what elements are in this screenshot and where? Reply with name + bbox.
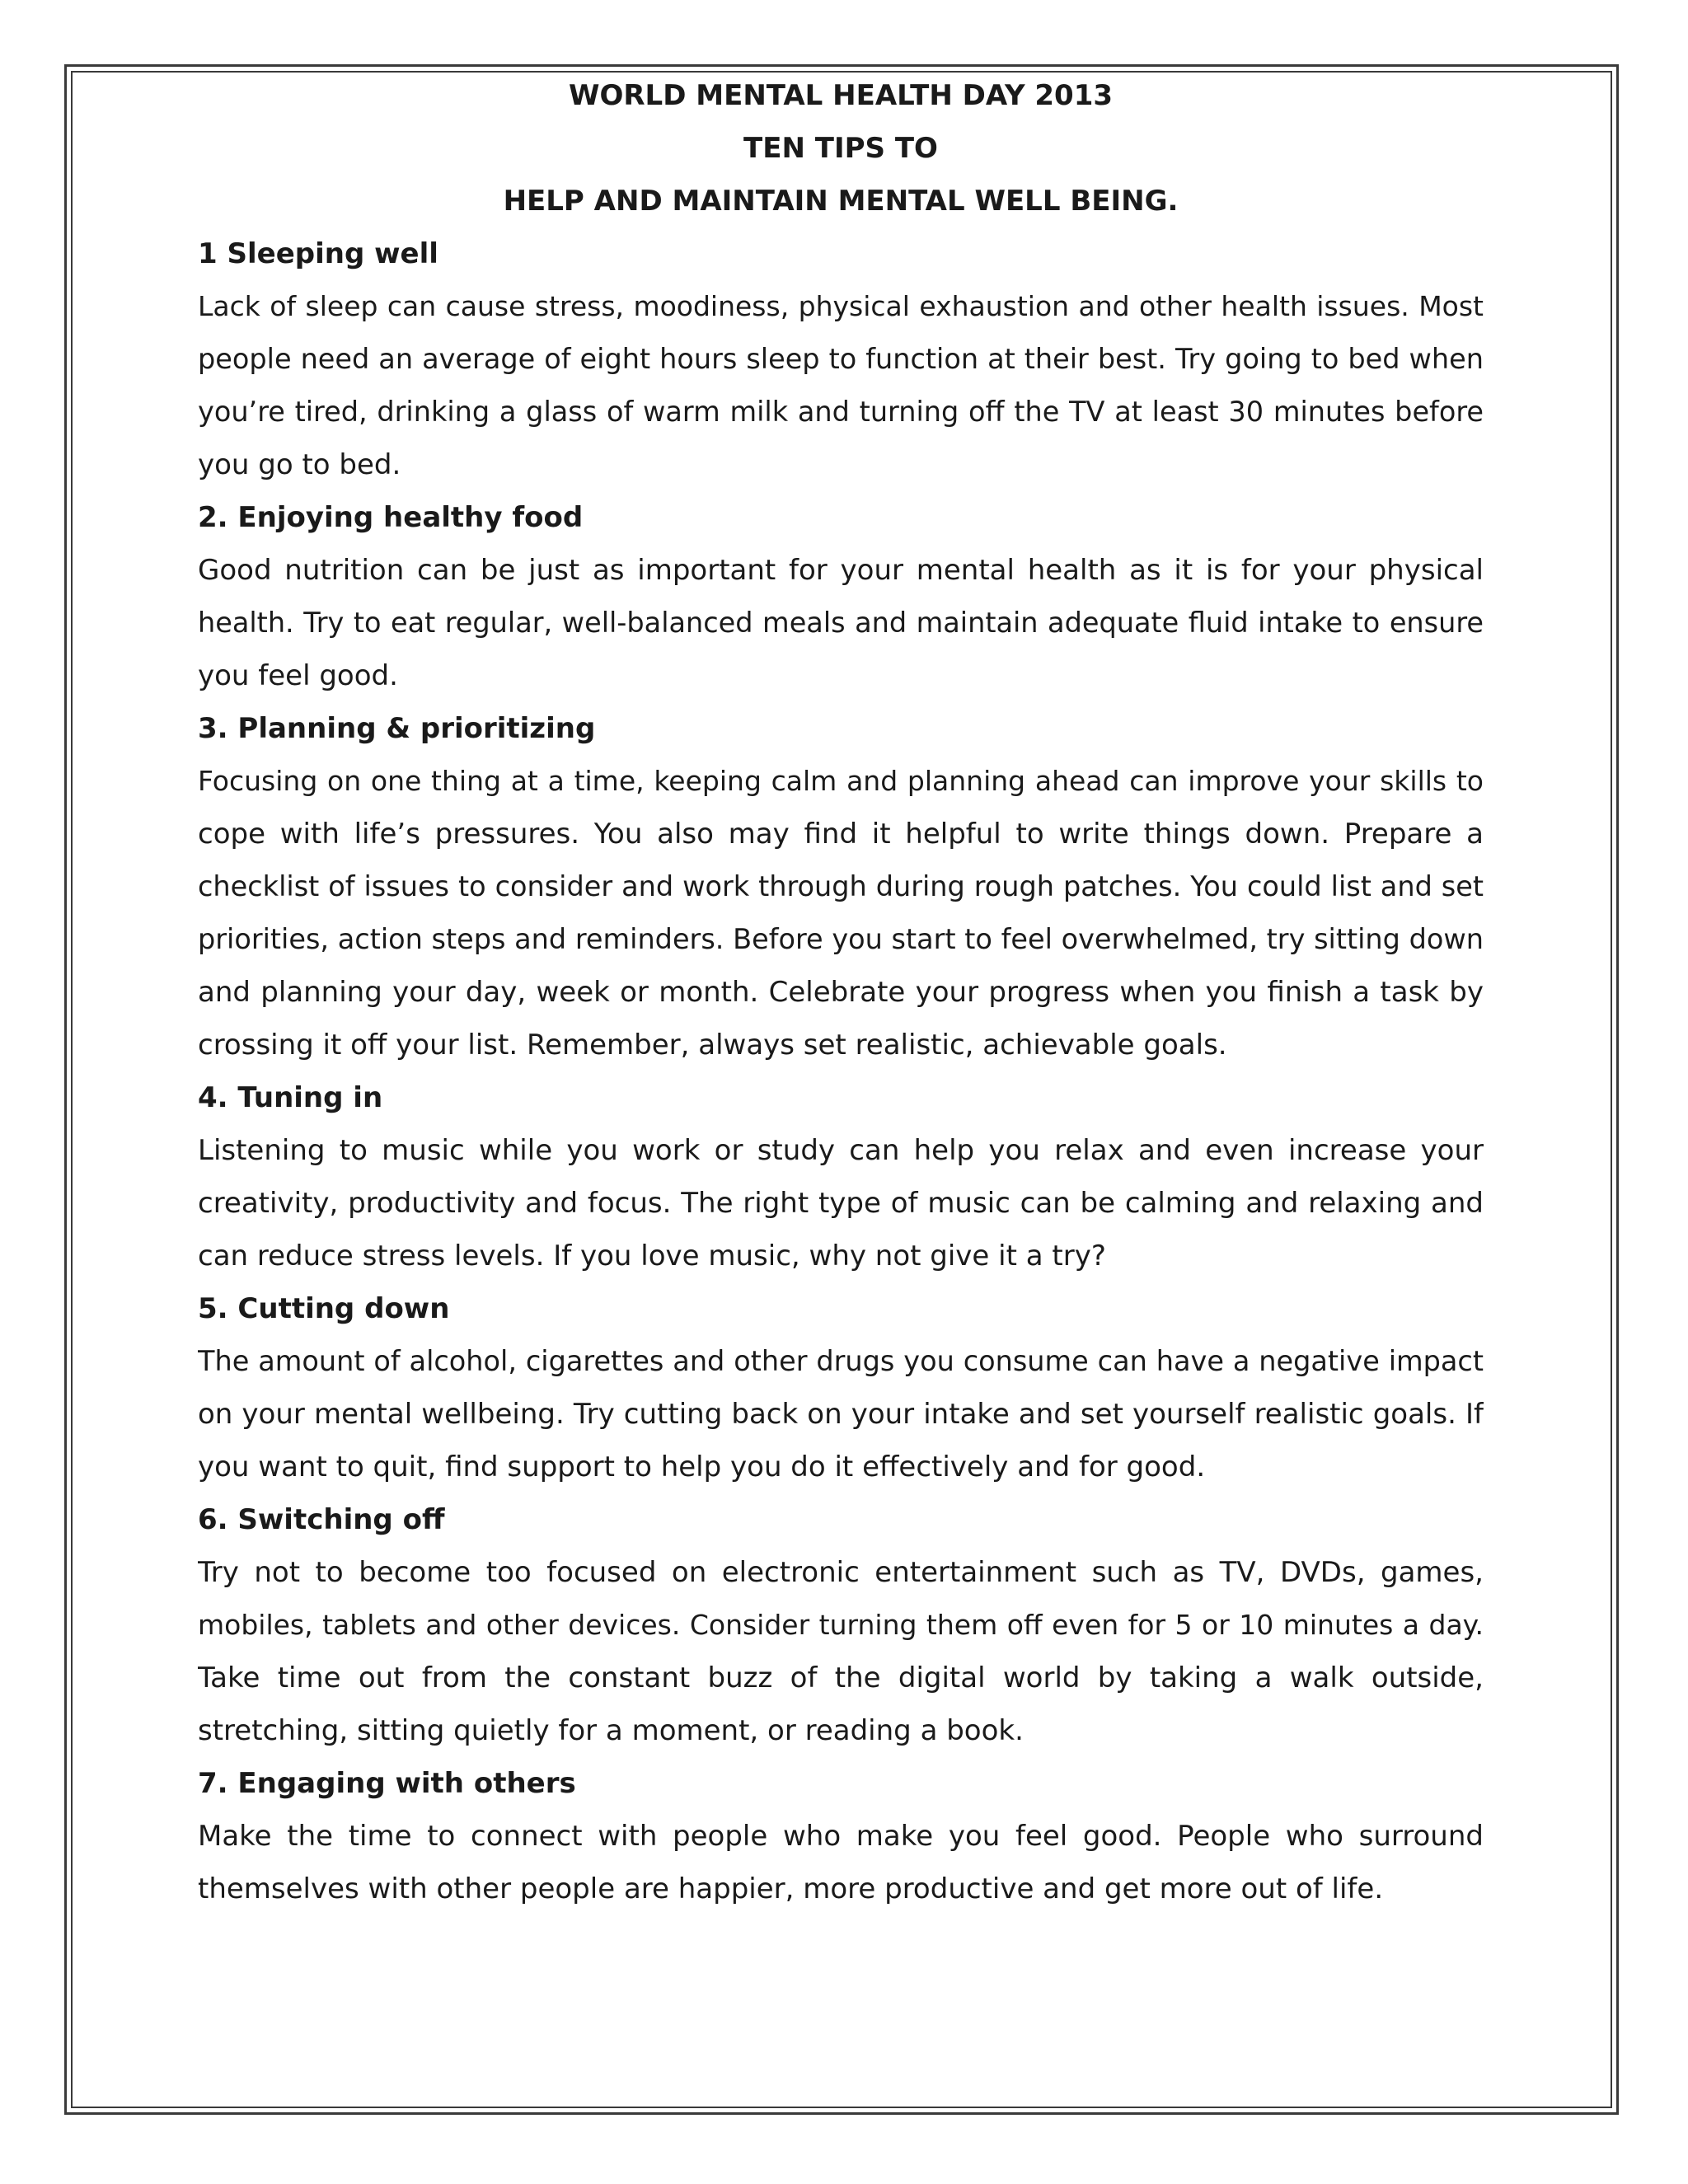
- section-heading: 2. Enjoying healthy food: [198, 501, 584, 534]
- tip-section-tuning: [198, 1071, 1484, 1282]
- body-line: priorities, action steps and reminders. Before you start to feel overwhelmed, try sitting down: [198, 923, 1484, 955]
- section-heading: 5. Cutting down: [198, 1292, 450, 1325]
- section-heading: 1 Sleeping well: [198, 237, 438, 270]
- section-body: [198, 544, 1484, 702]
- body-line: health. Try to eat regular, well-balanced meals and maintain adequate fluid intake to ensure: [198, 607, 1484, 639]
- body-line: Try not to become too focused on electronic entertainment such as TV, DVDs, games,: [198, 1556, 1484, 1589]
- body-line: Lack of sleep can cause stress, moodiness, physical exhaustion and other health issues. Most: [198, 290, 1484, 322]
- section-body: [198, 1335, 1484, 1493]
- tip-section-cutting: [198, 1282, 1484, 1493]
- document-subtitle: TEN TIPS TO: [743, 132, 938, 165]
- section-body: [198, 1810, 1484, 1915]
- body-line: creativity, productivity and focus. The right type of music can be calming and relaxing and: [198, 1187, 1484, 1220]
- document-subtitle-2: HELP AND MAINTAIN MENTAL WELL BEING.: [503, 185, 1179, 218]
- body-line: Listening to music while you work or study can help you relax and even increase your: [198, 1134, 1484, 1167]
- body-line: cope with life’s pressures. You also may find it helpful to write things down. Prepare a: [198, 818, 1484, 851]
- body-line: you go to bed.: [198, 448, 401, 481]
- body-line: Take time out from the constant buzz of the digital world by taking a walk outside,: [198, 1661, 1484, 1694]
- body-line: people need an average of eight hours sleep to function at their best. Try going to bed when: [198, 343, 1484, 375]
- body-line: Make the time to connect with people who make you feel good. People who surround: [198, 1820, 1484, 1853]
- body-line: you want to quit, find support to help you do it effectively and for good.: [198, 1451, 1206, 1483]
- tip-section-food: [198, 491, 1484, 702]
- section-body: [198, 1124, 1484, 1282]
- section-body: [198, 755, 1484, 1071]
- body-line: mobiles, tablets and other devices. Consider turning them off even for 5 or 10 minutes a day.: [198, 1609, 1484, 1641]
- body-line: you feel good.: [198, 659, 398, 692]
- document-title: WORLD MENTAL HEALTH DAY 2013: [568, 79, 1114, 112]
- tip-section-engaging: [198, 1757, 1484, 1915]
- tip-section-planning: [198, 702, 1484, 1071]
- section-heading: 3. Planning & prioritizing: [198, 712, 596, 745]
- section-heading: 4. Tuning in: [198, 1081, 383, 1114]
- section-heading: 7. Engaging with others: [198, 1767, 576, 1800]
- body-line: Focusing on one thing at a time, keeping calm and planning ahead can improve your skills to: [198, 765, 1484, 797]
- body-line: The amount of alcohol, cigarettes and other drugs you consume can have a negative impact: [198, 1345, 1484, 1377]
- body-line: Good nutrition can be just as important for your mental health as it is for your physical: [198, 554, 1484, 587]
- section-heading: 6. Switching off: [198, 1503, 445, 1536]
- body-line: themselves with other people are happier, more productive and get more out of life.: [198, 1872, 1384, 1905]
- section-body: [198, 280, 1484, 491]
- section-body: [198, 1546, 1484, 1757]
- body-line: on your mental wellbeing. Try cutting back on your intake and set yourself realistic goals. If: [198, 1398, 1484, 1431]
- document-content: [198, 69, 1484, 1915]
- body-line: and planning your day, week or month. Celebrate your progress when you finish a task by: [198, 976, 1484, 1009]
- body-line: stretching, sitting quietly for a moment, or reading a book.: [198, 1714, 1024, 1747]
- body-line: crossing it off your list. Remember, always set realistic, achievable goals.: [198, 1029, 1227, 1062]
- body-line: you’re tired, drinking a glass of warm milk and turning off the TV at least 30 minutes before: [198, 396, 1484, 428]
- body-line: can reduce stress levels. If you love music, why not give it a try?: [198, 1240, 1106, 1272]
- tip-section-switching: [198, 1493, 1484, 1757]
- tip-section-sleeping: [198, 227, 1484, 491]
- body-line: checklist of issues to consider and work through during rough patches. You could list and set: [198, 870, 1484, 902]
